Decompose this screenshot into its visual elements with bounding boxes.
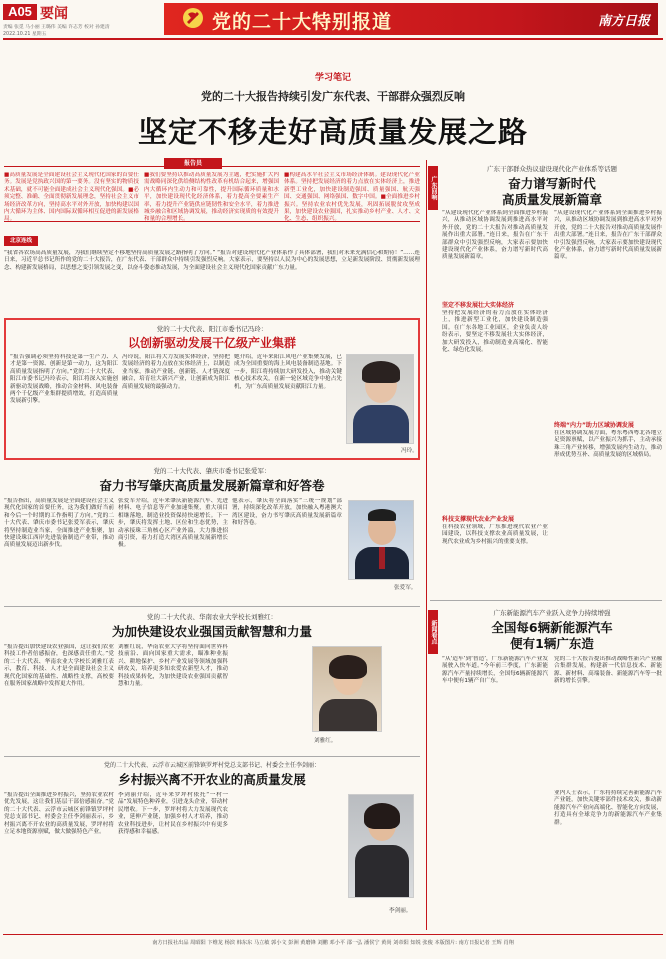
footer-rule bbox=[3, 934, 663, 935]
story-zhaoqing bbox=[4, 466, 420, 602]
story-body-col-2: 刘雅红说，华南农业大学将坚持面向世界科技前沿、面向国家重大需求，瞄准种业振兴、耕地保护、乡村产业发展等领域加强科研攻关，培养更多知农爱农新型人才，推动科技成果转化，为加快建设农业强国贡献智慧和力量。 bbox=[118, 644, 228, 688]
story-title: 乡村振兴离不开农业的高质量发展 bbox=[118, 772, 306, 787]
photo-caption: 冯玲。 bbox=[401, 448, 418, 454]
lead-subtitle: 党的二十大报告持续引发广东代表、干部群众强烈反响 bbox=[201, 90, 465, 103]
story-scau bbox=[4, 612, 420, 752]
right-story-2 bbox=[442, 606, 662, 930]
story-title-line-2: 高质量发展新篇章 bbox=[501, 192, 602, 207]
banner-title: 党的二十大特别报道 bbox=[212, 11, 393, 33]
story-body-col-2: 李剑丽介绍，近年来罗坪村依托“一村一品”发展特色种养业，引进龙头企业，带动村民增收。下一步，罗坪村将大力发展现代农业，延伸产业链，加强乡村人才培养，推动农业科技进步，让村民在乡村振兴中有更多获得感和幸福感。 bbox=[118, 792, 228, 836]
story-body-col-1: “报告强调必须坚持科技是第一生产力、人才是第一资源、创新是第一动力，这为阳江高质量发展指明了方向。”党的二十大代表、阳江市委书记冯玲表示，阳江将深入实施创新驱动发展战略，推动合金材料、风电装备两个千亿级产业集群提质增效，打造高质量发展新引擎。 bbox=[10, 354, 118, 405]
divider bbox=[4, 756, 420, 757]
portrait-photo bbox=[348, 500, 414, 580]
story-body-col-2: 党的二十大报告提出推动战略性新兴产业融合集群发展，构建新一代信息技术、新能源、新材料、高端装备、新能源汽车等一批新的增长引擎。 bbox=[554, 656, 662, 685]
section-name: 要闻 bbox=[40, 6, 68, 22]
newspaper-logo: 南方日报 bbox=[597, 14, 650, 29]
story-body-col-2: 张爱军介绍，近年来肇庆新能源汽车、先进材料、电子信息等产业加速集聚，重大项目相继落地，制造业投资保持快速增长。下一步，肇庆将发挥土地、区位和生态优势，主动承接珠三角核心区产业外溢，大力推进招商引资，着力打造大湾区高质量发展新增长极。 bbox=[118, 498, 228, 549]
story-kicker: 广东干部群众热议建设现代化产业体系等话题 bbox=[487, 165, 617, 173]
story-title-line-1: 全国每6辆新能源汽车 bbox=[491, 620, 613, 635]
story-body-col-1: “报告提出全面推进乡村振兴，坚持农业农村优先发展，这让我们基层干部倍感振奋。”党的二十大代表、云浮市云城区前锋镇罗坪村党总支部书记、村委会主任李剑丽表示，乡村振兴离不开农业的高质量发展，罗坪村将立足本地资源禀赋，做大做强特色产业。 bbox=[4, 792, 114, 836]
story-body-col-1c: 在科技农业领域，广东推进现代农业产业园建设，以科技支撑农业高质量发展，让现代农业成为乡村振兴的重要支撑。 bbox=[442, 524, 548, 545]
story-body-col-2b: 在区域协调发展方面，粤东粤西粤北各地立足资源禀赋，以产业振兴为抓手，主动承接珠三角产业转移，增强发展内生动力，推动形成优势互补、高质量发展的区域格局。 bbox=[554, 430, 662, 459]
story-kicker: 党的二十大代表、云浮市云城区前锋镇罗坪村党总支部书记、村委会主任李剑丽： bbox=[103, 762, 320, 769]
report-col-2: ■我们要坚持以推动高质量发展为主题，把实施扩大内需战略同深化供给侧结构性改革有机结合起来，增强国内大循环内生动力和可靠性，提升国际循环质量和水平，加快建设现代化经济体系，着力提高全要素生产率，着力提升产业链供应链韧性和安全水平，着力推进城乡融合和区域协调发展，推动经济实现质的有效提升和量的合理增长。 bbox=[144, 172, 279, 222]
story-kicker: 党的二十大代表、肇庆市委书记张爱军： bbox=[153, 467, 271, 475]
divider bbox=[4, 606, 420, 607]
side-tag-guangdong: 广东回响 bbox=[428, 166, 438, 210]
portrait-photo bbox=[312, 646, 382, 732]
report-col-1: ■高质量发展是全面建设社会主义现代化国家的首要任务。发展是党执政兴国的第一要务。没有坚实的物质技术基础，就不可能全面建成社会主义现代化强国。■必须完整、准确、全面贯彻新发展理念，坚持社会主义市场经济改革方向，坚持高水平对外开放，加快构建以国内大循环为主体、国内国际双循环相互促进的新发展格局。 bbox=[4, 172, 139, 222]
report-box bbox=[4, 166, 420, 222]
photo-caption: 李剑丽。 bbox=[389, 908, 412, 914]
story-body-col-2b: 业内人士表示，广东将持续完善新能源汽车产业链，加快关键零部件技术攻关，推动新能源汽车产业向高端化、智能化方向发展，打造具有全球竞争力的新能源汽车产业集群。 bbox=[554, 790, 662, 826]
portrait-photo bbox=[346, 354, 414, 444]
party-emblem-icon bbox=[182, 7, 204, 29]
page-number: A05 bbox=[3, 4, 37, 20]
story-body-col-1: “从建设现代化产业体系到全面推进乡村振兴，从推动区域协调发展到推进高水平对外开放，党的二十大报告对推动高质量发展作出重大部署。”连日来，报告在广东干部群众中引发强烈反响，大家表示要加快建设现代化产业体系，奋力谱写新时代高质量发展新篇章。 bbox=[442, 210, 548, 261]
story-yunfu bbox=[4, 760, 420, 930]
divider bbox=[430, 600, 662, 601]
story-title-line-2: 便有1辆广东造 bbox=[510, 636, 594, 651]
story-body-col-3: 她介绍，近年来阳江风电产业集聚发展，已成为全国重要的海上风电装备制造基地。下一步，阳江将持续加大研发投入，推动关键核心技术攻关，在新一轮区域竞争中抢占先机，为广东高质量发展贡献阳江力量。 bbox=[234, 354, 342, 390]
lead-kicker: 学习笔记 bbox=[314, 73, 351, 83]
story-title: 为加快建设农业强国贡献智慧和力量 bbox=[111, 624, 312, 639]
story-kicker: 党的二十大代表、阳江市委书记冯玲： bbox=[156, 325, 268, 333]
footer-credits: 南方日报社出品 周昭阳 卞维龙 杨滨 韩东东 马立敏 郭小文 彭洲 黄磨锋 刘鹏 邓小平 邵一弘 潘侯宁 黄尚 刘帝阳 知锐 张俊 本版图片: 南方日报记者 王辉 肖翔 bbox=[152, 940, 514, 946]
story-body-col-1: “从‘造车’到‘智造’，广东新能源汽车产业发展驶入快车道。”今年前三季度，广东新能源汽车产量持续增长，全国每6辆新能源汽车中便有1辆产自广东。 bbox=[442, 656, 548, 685]
side-tag-news: 新闻看点 bbox=[428, 610, 438, 654]
story-kicker: 广东新能源汽车产业跃入竞争力持续增强 bbox=[493, 609, 611, 617]
date-line: 2022.10.21 星期五 bbox=[3, 32, 47, 37]
lead-title: 坚定不移走好高质量发展之路 bbox=[137, 115, 528, 149]
report-col-3: ■构建高水平社会主义市场经济体制。建设现代化产业体系。坚持把发展经济的着力点放在实体经济上，推进新型工业化，加快建设制造强国、质量强国、航天强国、交通强国、网络强国、数字中国。■全面推进乡村振兴。坚持农业农村优先发展，巩固拓展脱贫攻坚成果，加快建设农业强国，扎实推动乡村产业、人才、文化、生态、组织振兴。 bbox=[284, 172, 420, 222]
story-body-col-2: “从建设现代化产业体系到全面推进乡村振兴，从推动区域协调发展到推进高水平对外开放，党的二十大报告对推动高质量发展作出重大部署。”连日来，报告在广东干部群众中引发强烈反响，大家表示要加快建设现代化产业体系，奋力谱写新时代高质量发展新篇章。 bbox=[554, 210, 662, 261]
right-story-1 bbox=[442, 162, 662, 592]
photo-caption: 刘雅红。 bbox=[314, 738, 337, 744]
special-banner bbox=[164, 3, 658, 35]
story-body-col-3: 他表示，肇庆将全面落实“三统一规划”部署，持续深化改革开放，加快融入粤港澳大湾区建设，奋力书写肇庆高质量发展新篇章和好答卷。 bbox=[232, 498, 342, 527]
story-title: 以创新驱动发展干亿级产业集群 bbox=[127, 336, 296, 350]
report-section-tag: 报告员 bbox=[164, 158, 222, 169]
page-header bbox=[0, 0, 666, 38]
side-tag-beijing: 北京连线 bbox=[4, 236, 38, 246]
story-kicker: 党的二十大代表、华南农业大学校长刘雅红： bbox=[147, 613, 277, 621]
story-title: 奋力书写肇庆高质量发展新篇章和好答卷 bbox=[99, 478, 325, 493]
right-column-divider bbox=[426, 160, 427, 930]
story-yangjiang bbox=[4, 318, 420, 460]
story-body-col-1: “报告指出，高质量发展是全面建设社会主义现代化国家的首要任务，这为我们做好当前和今后一个时期的工作指明了方向。”党的二十大代表、肇庆市委书记张爱军表示，肇庆将坚持制造业当家，全面推进产业集聚，加快建设珠江西岸先进装备制造产业带，推动高质量发展迈出新步伐。 bbox=[4, 498, 114, 549]
story-body-col-2: 冯玲说，阳江将大力发展实体经济，坚持把发展经济的着力点放在实体经济上，以制造业当家，推动产业链、创新链、人才链深度融合，培育壮大新兴产业，让创新成为阳江高质量发展的最强动力。 bbox=[122, 354, 230, 390]
subhead: 终端“内力”助力区域协调发展 bbox=[554, 422, 634, 429]
story-body-col-1b: 坚持把发展经济的着力点放在实体经济上，推进新型工业化，加快建设制造强国。在广东各地工业园区，企业负责人纷纷表示，要坚定不移发展壮大实体经济，加大研发投入，推动制造业高端化、智能化、绿色化发展。 bbox=[442, 310, 548, 354]
photo-caption: 张爱军。 bbox=[394, 585, 417, 591]
header-rule bbox=[3, 38, 663, 40]
editor-line: 责编 张觅 马小丽 王璐伟 美编 许志芳 校对 孙建清 bbox=[3, 25, 110, 30]
portrait-photo bbox=[348, 794, 414, 898]
subhead: 科技支撑现代农业产业发展 bbox=[442, 516, 515, 523]
lead-intro: “我省各农场高高质量发展，为我们继续坚定不移地坚持高质量发展之路指明了方向。” “报告对建设现代化产业体系作了具体部署，我们对未来充满信心和期待！”……连日来，习近平总书记所作的党的二十大报告，在广东代表、干部群众中持续引发强烈反响。大家表示，要坚持以人民为中心的发展思想，立足新发展阶段、贯彻新发展理念、构建新发展格局，以思想之变引领发展之变，以奋斗姿态推动发展，为全面建设社会主义现代化国家贡献广东力量。 bbox=[4, 250, 420, 271]
story-title-line-1: 奋力谱写新时代 bbox=[508, 176, 596, 191]
subhead: 坚定不移发展壮大实体经济 bbox=[442, 302, 515, 309]
story-body-col-1: “报告提出加快建设农业强国，这让我们农业科技工作者倍感振奋，也深感责任重大。”党的二十大代表、华南农业大学校长刘雅红表示，教育、科技、人才是全面建设社会主义现代化国家的基础性、战略性支撑，高校要在服务国家战略中发挥更大作用。 bbox=[4, 644, 114, 688]
